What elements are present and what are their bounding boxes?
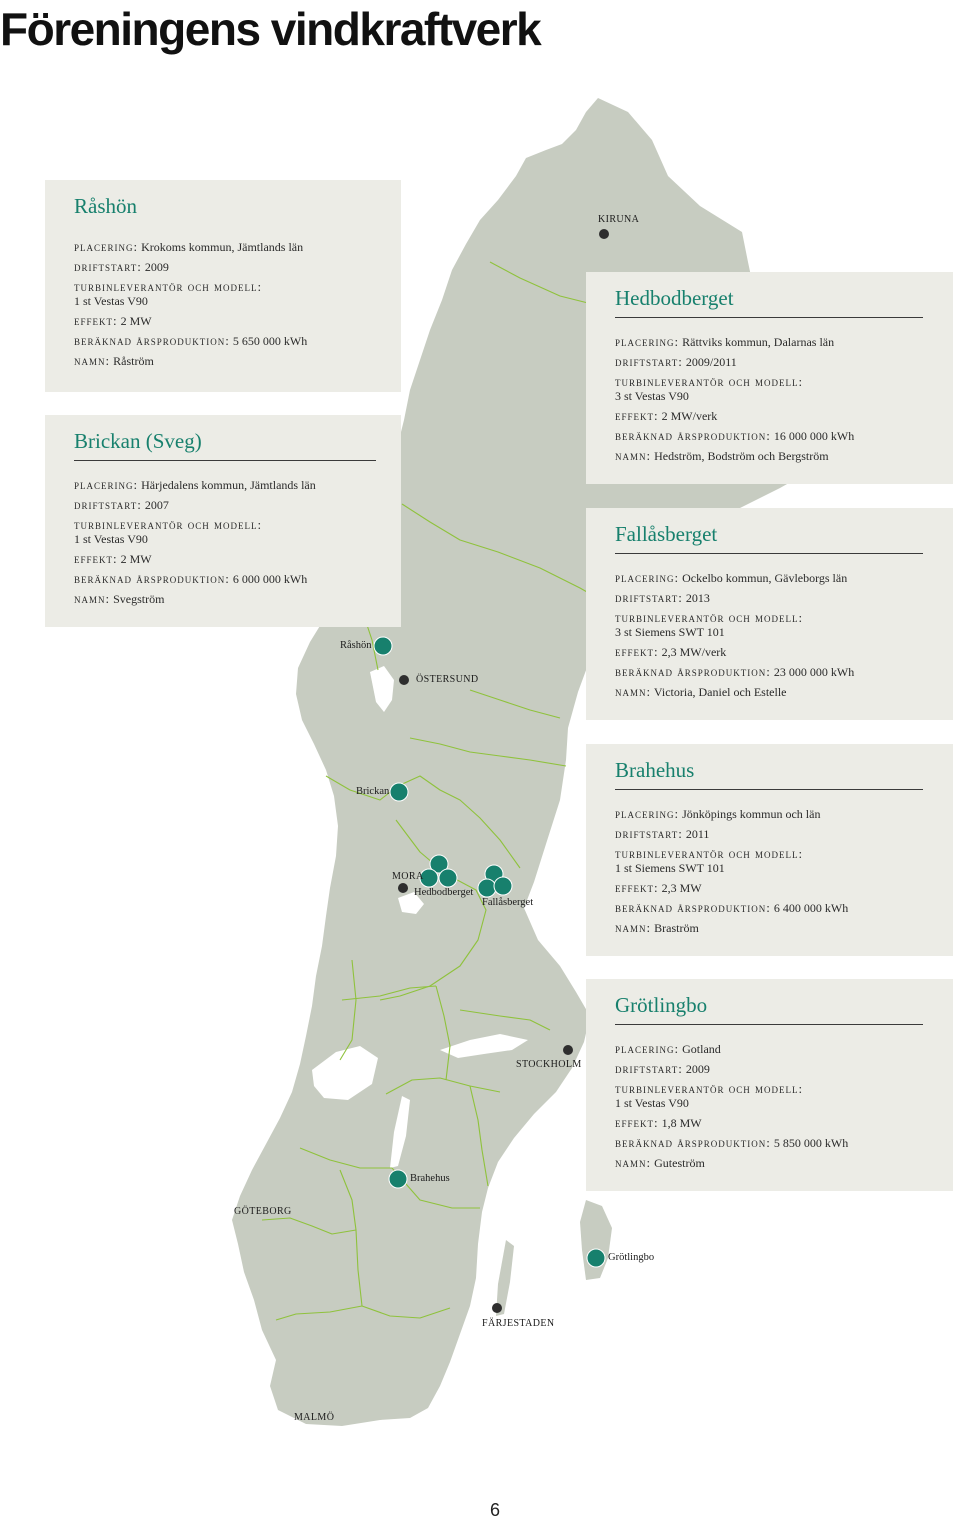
city-label-malmo: MALMÖ	[294, 1412, 335, 1423]
label-turbin: turbinleverantör och modell:	[74, 279, 263, 294]
value-driftstart: 2009	[685, 1062, 710, 1076]
panel-heading: Hedbodberget	[615, 286, 923, 318]
page-title: Föreningens vindkraftverk	[0, 3, 541, 55]
value-effekt: 2 MW	[120, 552, 152, 566]
label-placering: placering:	[74, 239, 139, 254]
marker-brickan	[390, 783, 408, 801]
label-namn: namn:	[615, 448, 652, 463]
value-namn: Hedström, Bodström och Bergström	[654, 449, 829, 463]
value-produktion: 6 000 000 kWh	[232, 572, 308, 586]
label-placering: placering:	[615, 806, 680, 821]
label-turbin: turbinleverantör och modell:	[615, 610, 804, 625]
value-turbin: 3 st Siemens SWT 101	[615, 625, 725, 639]
city-dot-kiruna	[599, 229, 609, 239]
value-produktion: 16 000 000 kWh	[773, 429, 855, 443]
label-placering: placering:	[615, 570, 680, 585]
panel-heading: Grötlingbo	[615, 993, 923, 1025]
marker-brahehus	[389, 1170, 407, 1188]
value-turbin: 1 st Siemens SWT 101	[615, 861, 725, 875]
value-namn: Guteström	[654, 1156, 705, 1170]
panel-heading: Brahehus	[615, 758, 923, 790]
label-placering: placering:	[615, 334, 680, 349]
site-label-grotlingbo: Grötlingbo	[608, 1252, 655, 1263]
value-turbin: 1 st Vestas V90	[74, 294, 148, 308]
label-turbin: turbinleverantör och modell:	[74, 517, 263, 532]
city-label-stockholm: STOCKHOLM	[516, 1059, 582, 1070]
marker-fallasberget-3	[494, 877, 512, 895]
label-driftstart: driftstart:	[615, 826, 683, 841]
label-namn: namn:	[615, 684, 652, 699]
value-namn: Råström	[113, 354, 154, 368]
value-produktion: 23 000 000 kWh	[773, 665, 855, 679]
label-driftstart: driftstart:	[74, 497, 142, 512]
city-label-goteborg: GÖTEBORG	[234, 1206, 292, 1217]
value-effekt: 2,3 MW	[661, 881, 702, 895]
marker-grotlingbo	[587, 1249, 605, 1267]
city-label-mora: MORA	[392, 871, 424, 882]
value-namn: Svegström	[113, 592, 165, 606]
label-produktion: beräknad årsproduktion:	[615, 1135, 771, 1150]
panel-hedbodberget	[586, 272, 953, 484]
label-driftstart: driftstart:	[615, 1061, 683, 1076]
marker-fallasberget-2	[478, 879, 496, 897]
label-effekt: effekt:	[615, 408, 659, 423]
value-turbin: 1 st Vestas V90	[74, 532, 148, 546]
value-driftstart: 2007	[144, 498, 169, 512]
value-effekt: 2 MW	[120, 314, 152, 328]
value-namn: Victoria, Daniel och Estelle	[653, 685, 787, 699]
panel-brahehus	[586, 744, 953, 956]
label-turbin: turbinleverantör och modell:	[615, 846, 804, 861]
label-produktion: beräknad årsproduktion:	[615, 428, 771, 443]
label-placering: placering:	[74, 477, 139, 492]
value-effekt: 1,8 MW	[661, 1116, 702, 1130]
value-effekt: 2,3 MW/verk	[661, 645, 727, 659]
label-namn: namn:	[74, 353, 111, 368]
gotland-shape	[580, 1200, 612, 1280]
city-dot-farjestaden	[492, 1303, 502, 1313]
value-turbin: 1 st Vestas V90	[615, 1096, 689, 1110]
panel-grotlingbo	[586, 979, 953, 1191]
site-label-hedbodberget: Hedbodberget	[414, 887, 474, 898]
value-placering: Gotland	[682, 1042, 721, 1056]
value-placering: Jönköpings kommun och län	[682, 807, 821, 821]
city-label-ostersund: ÖSTERSUND	[416, 674, 479, 685]
value-driftstart: 2009/2011	[685, 355, 737, 369]
value-placering: Härjedalens kommun, Jämtlands län	[141, 478, 316, 492]
value-produktion: 6 400 000 kWh	[773, 901, 849, 915]
panel-brickan	[45, 415, 401, 627]
label-effekt: effekt:	[615, 1115, 659, 1130]
value-placering: Ockelbo kommun, Gävleborgs län	[682, 571, 848, 585]
value-placering: Rättviks kommun, Dalarnas län	[682, 335, 835, 349]
label-effekt: effekt:	[615, 644, 659, 659]
value-placering: Krokoms kommun, Jämtlands län	[141, 240, 304, 254]
label-effekt: effekt:	[74, 313, 118, 328]
label-namn: namn:	[615, 920, 652, 935]
label-turbin: turbinleverantör och modell:	[615, 1081, 804, 1096]
label-namn: namn:	[615, 1155, 652, 1170]
value-driftstart: 2013	[685, 591, 710, 605]
label-driftstart: driftstart:	[615, 590, 683, 605]
marker-rashon	[374, 637, 392, 655]
page-number: 6	[490, 1500, 501, 1520]
label-placering: placering:	[615, 1041, 680, 1056]
label-driftstart: driftstart:	[74, 259, 142, 274]
city-dot-ostersund	[399, 675, 409, 685]
panel-fallasberget	[586, 508, 953, 720]
city-label-kiruna: KIRUNA	[598, 214, 640, 225]
value-turbin: 3 st Vestas V90	[615, 389, 689, 403]
panel-heading: Brickan (Sveg)	[74, 429, 376, 461]
panel-heading: Fallåsberget	[615, 522, 923, 554]
label-driftstart: driftstart:	[615, 354, 683, 369]
label-produktion: beräknad årsproduktion:	[74, 571, 230, 586]
value-produktion: 5 850 000 kWh	[773, 1136, 849, 1150]
value-driftstart: 2009	[144, 260, 169, 274]
city-label-farjestaden: FÄRJESTADEN	[482, 1318, 555, 1329]
label-produktion: beräknad årsproduktion:	[74, 333, 230, 348]
site-label-brickan: Brickan	[356, 786, 390, 797]
value-namn: Braström	[654, 921, 699, 935]
label-turbin: turbinleverantör och modell:	[615, 374, 804, 389]
value-driftstart: 2011	[685, 827, 710, 841]
site-label-rashon: Råshön	[340, 640, 372, 651]
panel-heading: Råshön	[74, 194, 137, 218]
site-label-brahehus: Brahehus	[410, 1173, 450, 1184]
value-effekt: 2 MW/verk	[661, 409, 718, 423]
label-produktion: beräknad årsproduktion:	[615, 900, 771, 915]
panel-rashon	[45, 180, 401, 392]
label-effekt: effekt:	[615, 880, 659, 895]
label-namn: namn:	[74, 591, 111, 606]
marker-hedbodberget-3	[439, 869, 457, 887]
city-dot-mora	[398, 883, 408, 893]
label-produktion: beräknad årsproduktion:	[615, 664, 771, 679]
city-dot-stockholm	[563, 1045, 573, 1055]
value-produktion: 5 650 000 kWh	[232, 334, 308, 348]
label-effekt: effekt:	[74, 551, 118, 566]
site-label-fallasberget: Fallåsberget	[482, 897, 534, 908]
